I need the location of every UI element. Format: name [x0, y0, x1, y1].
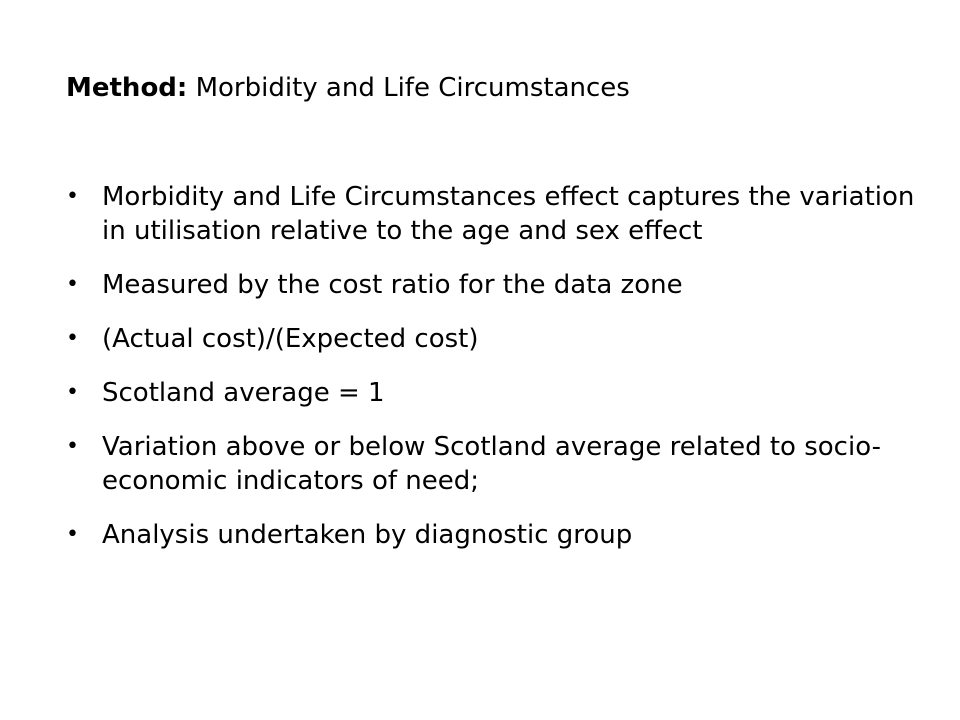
bullet-item-average — [66, 376, 916, 410]
bullet-icon: • — [66, 272, 79, 297]
bullet-icon: • — [66, 184, 79, 209]
bullet-text: Variation above or below Scotland average related to socio-economic indicators of need; — [102, 432, 881, 496]
bullet-item-cost-ratio — [66, 268, 916, 302]
bullet-item-utilisation — [66, 180, 916, 248]
bullet-text: Scotland average = 1 — [102, 378, 385, 408]
bullet-text: Measured by the cost ratio for the data zone — [102, 270, 683, 300]
bullet-icon: • — [66, 380, 79, 405]
bullet-icon: • — [66, 522, 79, 547]
bullet-text: (Actual cost)/(Expected cost) — [102, 324, 479, 354]
bullet-icon: • — [66, 434, 79, 459]
bullet-item-variation — [66, 430, 916, 498]
slide-title — [66, 70, 906, 106]
title-label: Method: — [66, 73, 188, 103]
title-text: Morbidity and Life Circumstances — [187, 73, 630, 103]
bullet-item-analysis — [66, 518, 916, 552]
bullet-list — [66, 180, 916, 572]
bullet-item-formula — [66, 322, 916, 356]
bullet-text: Analysis undertaken by diagnostic group — [102, 520, 633, 550]
bullet-icon: • — [66, 326, 79, 351]
bullet-text: Morbidity and Life Circumstances effect captures the variation in utilisation relative to the age and sex effect — [102, 182, 915, 246]
